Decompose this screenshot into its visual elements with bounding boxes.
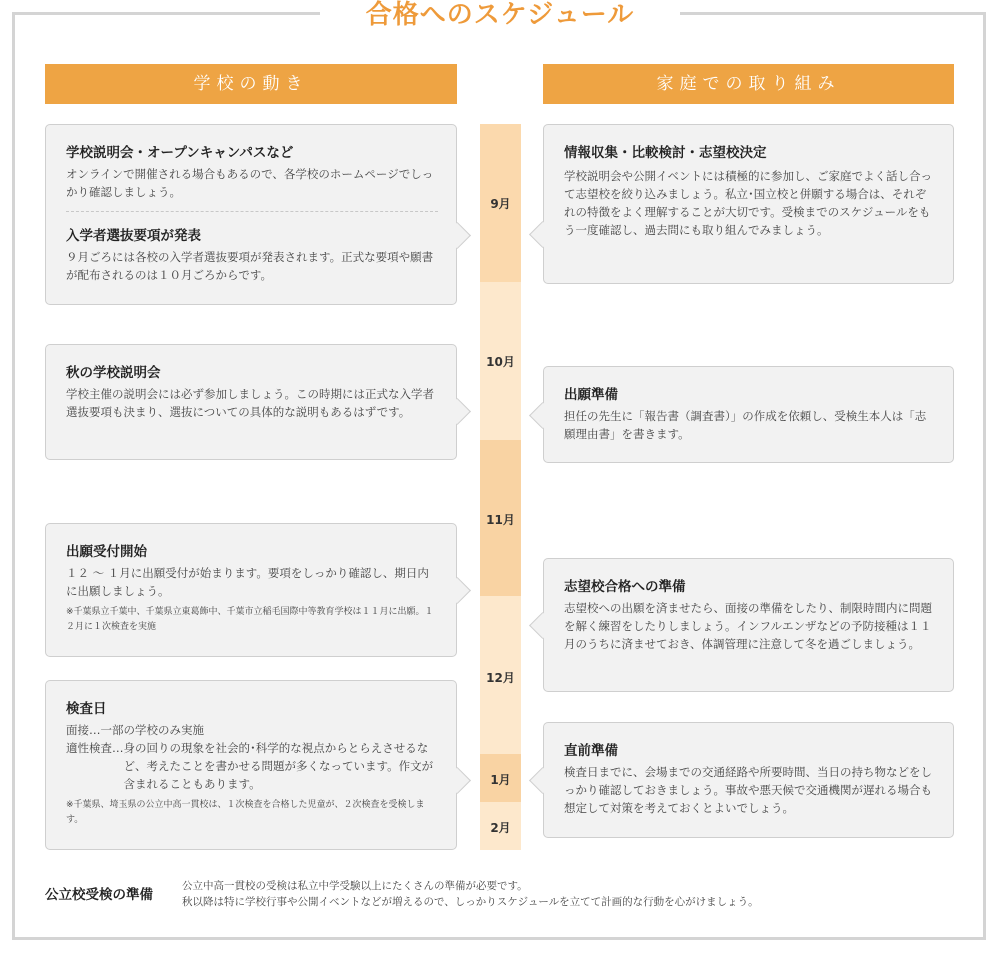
school-card-sep — [45, 124, 457, 305]
card-title: 学校説明会・オープンキャンパスなど — [66, 145, 294, 161]
footer-title: 公立校受検の準備 — [45, 887, 153, 903]
school-column-header: 学校の動き — [45, 64, 457, 104]
aptitude-text: 身の回りの現象を社会的･科学的な視点からとらえさせるなど、考えたことを書かせる問題が多くなっています。作文が含まれることもあります。 — [123, 741, 434, 791]
home-card-pass-prep — [543, 558, 954, 692]
month-label: 2月 — [490, 821, 511, 835]
card-title: 秋の学校説明会 — [66, 365, 161, 381]
title-wrap — [320, 0, 680, 30]
card-text: 担任の先生に「報告書（調査書）」の作成を依頼し、受検生本人は「志願理由書」を書きます。 — [564, 409, 927, 441]
card-title: 志望校合格への準備 — [564, 579, 686, 595]
home-column-header: 家庭での取り組み — [543, 64, 954, 104]
month-label: 12月 — [486, 671, 515, 685]
card-text: 学校説明会や公開イベントには積極的に参加し、ご家庭でよく話し合って志望校を絞り込みましょう。私立･国立校と併願する場合は、それぞれの特徴をよく理解することが大切です。受検までのスケジュールをもう一度確認し、過去問にも取り組んでみましょう。 — [564, 169, 932, 237]
card-note: ※千葉県、埼玉県の公立中高一貫校は、１次検査を合格した児童が、２次検査を受検します。 — [66, 800, 425, 825]
page-title: 合格へのスケジュール — [365, 0, 635, 30]
card-text: オンラインで開催される場合もあるので、各学校のホームページでしっかり確認しましょう。 — [66, 167, 434, 199]
footer-line: 秋以降は特に学校行事や公開イベントなどが増えるので、しっかりスケジュールを立てて計画的な行動を心がけましょう。 — [182, 896, 759, 908]
school-card-oct — [45, 344, 457, 460]
card-title: 検査日 — [66, 701, 107, 717]
card-title: 出願準備 — [564, 387, 618, 403]
footer-text — [182, 878, 759, 910]
card-title: 入学者選抜要項が発表 — [66, 228, 201, 244]
home-card-final-prep — [543, 722, 954, 838]
month-label: 9月 — [490, 197, 511, 211]
card-text: １２ 〜 １月に出願受付が始まります。要項をしっかり確認し、期日内に出願しましょう。 — [66, 566, 429, 598]
footer-line: 公立中高一貫校の受検は私立中学受験以上にたくさんの準備が必要です。 — [182, 880, 528, 892]
month-label: 1月 — [490, 773, 511, 787]
card-note: ※千葉県立千葉中、千葉県立東葛飾中、千葉市立稲毛国際中等教育学校は１１月に出願。１２月に１次検査を実施 — [66, 607, 434, 632]
aptitude-row — [66, 739, 438, 793]
month-label: 11月 — [486, 513, 515, 527]
home-card-info — [543, 124, 954, 284]
month-label: 10月 — [486, 355, 515, 369]
card-text: ９月ごろには各校の入学者選抜要項が発表されます。正式な要項や願書が配布されるのは１０月ごろからです。 — [66, 250, 434, 282]
card-divider — [66, 211, 438, 212]
card-text: 志望校への出願を済ませたら、面接の準備をしたり、制限時間内に問題を解く練習をしたりしましょう。インフルエンザなどの予防接種は１１月のうちに済ませておき、体調管理に注意して冬を過ごしましょう。 — [564, 601, 932, 651]
card-text: 検査日までに、会場までの交通経路や所要時間、当日の持ち物などをしっかり確認しておきましょう。事故や悪天候で交通機関が遅れる場合も想定して対策を考えておくとよいでしょう。 — [564, 765, 932, 815]
card-title: 情報収集・比較検討・志望校決定 — [564, 145, 767, 161]
school-card-application — [45, 523, 457, 657]
aptitude-label: 適性検査… — [66, 741, 124, 755]
card-title: 出願受付開始 — [66, 544, 147, 560]
home-card-application-prep — [543, 366, 954, 463]
card-title: 直前準備 — [564, 743, 618, 759]
card-text: 面接…一部の学校のみ実施 — [66, 723, 204, 737]
school-card-exam-day — [45, 680, 457, 850]
card-text: 学校主催の説明会には必ず参加しましょう。この時期には正式な入学者選抜要項も決まり、選抜についての具体的な説明もあるはずです。 — [66, 387, 434, 419]
